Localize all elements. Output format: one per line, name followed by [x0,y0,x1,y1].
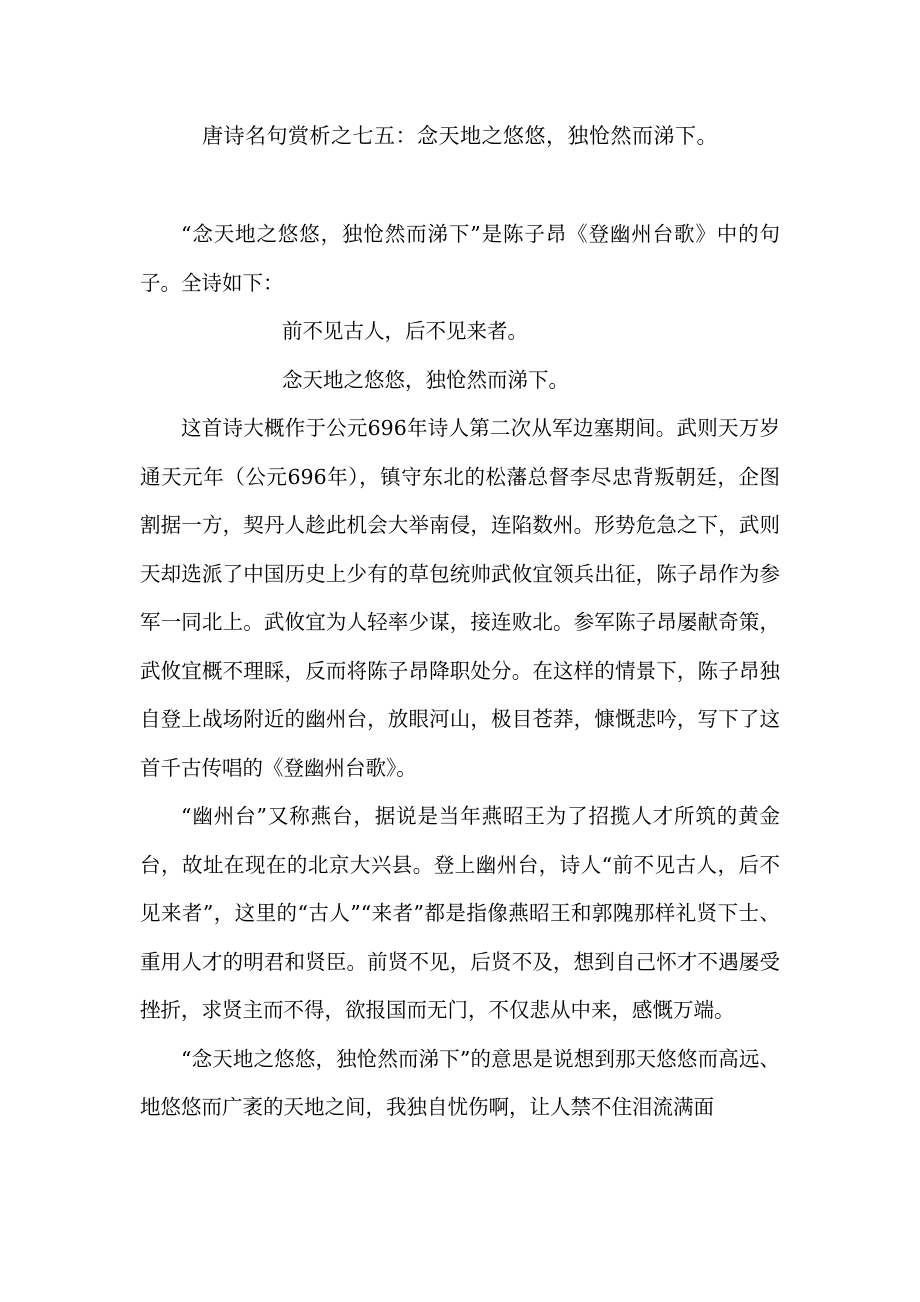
paragraph-meaning: “念天地之悠悠，独怆然而涕下”的意思是说想到那天悠悠而高远、地悠悠而广袤的天地之间，我独自忧伤啊，让人禁不住泪流满面 [140,1046,780,1119]
intro-paragraph: “念天地之悠悠，独怆然而涕下”是陈子昂《登幽州台歌》中的句子。全诗如下： [140,222,780,295]
poem-line-1: 前不见古人，后不见来者。 [282,319,528,343]
document-title: 唐诗名句赏析之七五：念天地之悠悠，独怆然而涕下。 [202,124,718,148]
poem-line-2: 念天地之悠悠，独怆然而涕下。 [282,367,569,392]
document-body [140,210,780,1132]
paragraph-youzhou-tai: “幽州台”又称燕台，据说是当年燕昭王为了招揽人才所筑的黄金台，故址在现在的北京大兴县。登上幽州台，诗人“前不见古人，后不见来者”，这里的“古人”“来者”都是指像燕昭王和郭隗那样礼贤下士、重用人才的明君和贤臣。前贤不见，后贤不及，想到自己怀才不遇屡受挫折，求贤主而不得，欲报国而无门，不仅悲从中来，感慨万端。 [140,804,780,1022]
paragraph-background: 这首诗大概作于公元696年诗人第二次从军边塞期间。武则天万岁通天元年（公元696年），镇守东北的松藩总督李尽忠背叛朝廷，企图割据一方，契丹人趁此机会大举南侵，连陷数州。形势危急之下，武则天却选派了中国历史上少有的草包统帅武攸宜领兵出征，陈子昂作为参军一同北上。武攸宜为人轻率少谋，接连败北。参军陈子昂屡献奇策，武攸宜概不理睬，反而将陈子昂降职处分。在这样的情景下，陈子昂独自登上战场附近的幽州台，放眼河山，极目苍莽，慷慨悲吟，写下了这首千古传唱的《登幽州台歌》。 [140,416,780,780]
